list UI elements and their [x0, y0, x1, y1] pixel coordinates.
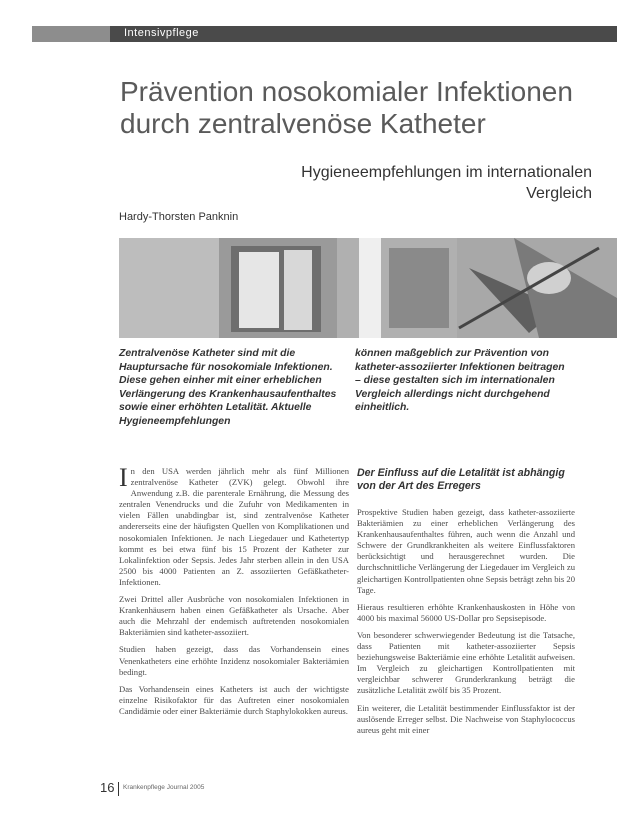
- body-column-right: [357, 507, 575, 742]
- body-paragraph: Hieraus resultieren erhöhte Krankenhauskosten in Höhe von 4000 bis maximal 56000 US-Dollar pro Sepsisepisode.: [357, 601, 575, 623]
- lead-text-right: können maßgeblich zur Prävention von katheter-assoziierter Infektionen beitragen – diese gestalten sich im internationalen Vergleich allerdings nicht durchgehend einheitlich.: [355, 348, 565, 413]
- body-column-left: [119, 463, 349, 723]
- footer-source: Krankenpflege Journal 2005: [123, 784, 205, 791]
- body-paragraph: Ein weiterer, die Letalität bestimmender Einflussfaktor ist der auslösende Erreger selbst. Die Nachweise von Staphylococcus aureus geht mit einer: [357, 702, 575, 735]
- body-paragraph: Studien haben gezeigt, dass das Vorhandensein eines Venenkatheters eine erhöhte Inzidenz nosokomialer Bakteriämien bedingt.: [119, 644, 349, 677]
- section-label: Intensivpflege: [124, 27, 199, 39]
- body-paragraph: Das Vorhandensein eines Katheters ist auch der wichtigste einzelne Risikofaktor für das Auftreten einer nosokomialen Candidämie oder einer Bakteriämie durch Staphylokokken aureus.: [119, 683, 349, 716]
- article-subtitle: Hygieneempfehlungen im internationalen Vergleich: [301, 164, 592, 202]
- page-number: 16: [100, 780, 115, 795]
- header-photo-strip: [119, 238, 617, 338]
- lead-text-left: Zentralvenöse Katheter sind mit die Hauptursache für nosokomiale Infektionen. Diese gehen einher mit einer erheblichen Verlängerung des Krankenhausaufenthaltes sowie einer erhöhten Letalität. Aktuelle Hygieneempfehlungen: [119, 348, 337, 427]
- article-title: Prävention nosokomialer Infektionen durch zentralvenöse Katheter: [120, 76, 573, 139]
- body-paragraph: Prospektive Studien haben gezeigt, dass katheter-assoziierte Bakteriämien zu einer erheblichen Verlängerung des Krankenhausaufenthaltes führen, auch wenn die Anzahl und Schwere der Grundkrankheiten als weitere Einflussfaktoren berücksichtigt und herausgerechnet wurden. Die durchschnittliche Verlängerung der Liegedauer im Vergleich zu gleichartigen Kontrollpatienten ohne Sepsis beträgt zehn bis 20 Tage.: [357, 507, 575, 595]
- header-bar: [32, 26, 617, 42]
- header-accent-block: [32, 26, 110, 42]
- catheter-photo-collage: [119, 238, 617, 338]
- drop-cap: I: [119, 463, 128, 492]
- footer-divider: [118, 782, 119, 796]
- section-heading: Der Einfluss auf die Letalität ist abhängig von der Art des Erregers: [357, 467, 565, 492]
- author-name: Hardy-Thorsten Panknin: [119, 211, 239, 223]
- body-paragraph: Von besonderer schwerwiegender Bedeutung ist die Tatsache, dass Patienten mit katheter-assoziierter Sepsis beziehungsweise Bakteriämie eine erhöhte Letalität aufweisen. Im Vergleich zu gleichartigen Kontrollpatienten mit vergleichbar schwerer Grunderkrankung beträgt die zusätzliche Letalität zwölf bis 35 Prozent.: [357, 629, 575, 696]
- body-paragraph: In den USA werden jährlich mehr als fünf Millionen zentralvenöse Katheter (ZVK) gelegt. Obwohl ihre Anwendung z.B. die parenterale Ernährung, die Messung des zentralen Venendrucks und die Zufuhr von Medikamenten in vielen Fällen unabdingbar ist, sind zentralvenöse Katheter andererseits eine der häufigsten Quellen von Komplikationen und nosokomialen Infektionen. Je nach Liegedauer und Kathetertyp kommt es bei etwa fünf bis 15 Prozent der Katheter zur Lokalinfektion oder Sepsis. Jedes Jahr sterben allein in den USA 2500 bis 4000 Patienten an Z. assoziierten Gefäßkatheter-Infektionen.: [119, 463, 349, 587]
- body-paragraph: Zwei Drittel aller Ausbrüche von nosokomialen Infektionen in Krankenhäusern haben einen Gefäßkatheter als Ursache. Aber auch die Mehrzahl der endemisch auftretenden nosokomialen Bakteriämien sind katheter-assoziiert.: [119, 594, 349, 638]
